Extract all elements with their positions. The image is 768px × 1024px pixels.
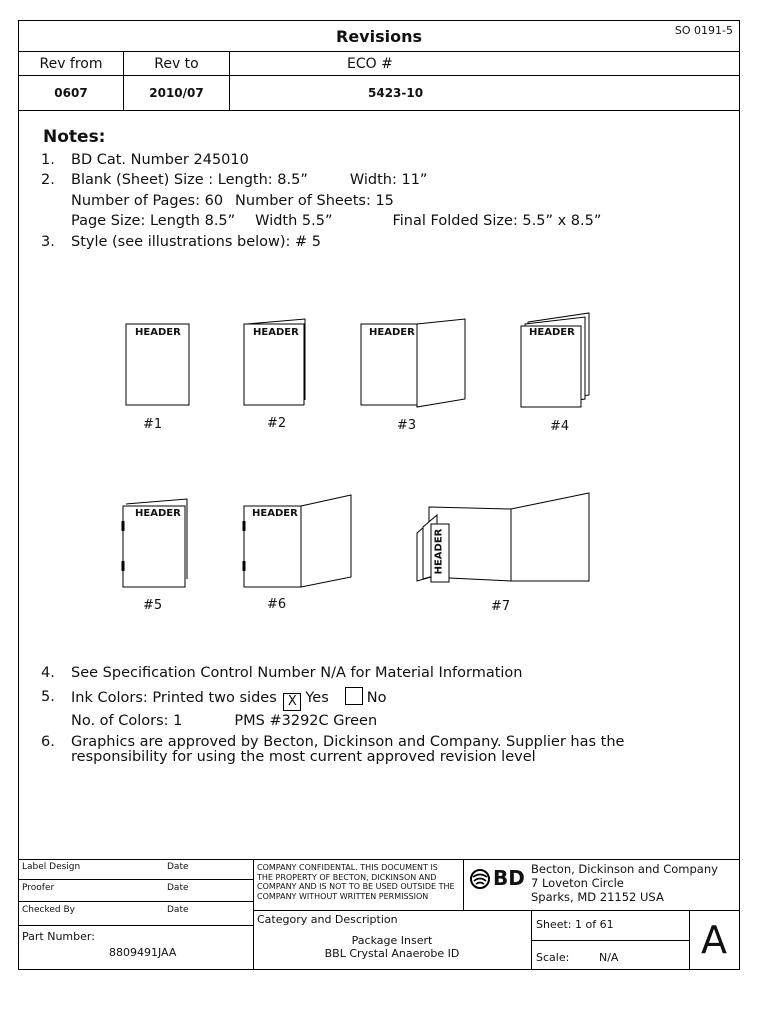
part-number-cell: Part Number: 8809491JAA bbox=[22, 930, 177, 959]
style-4-header-label: HEADER bbox=[529, 327, 575, 338]
style-4-label: #4 bbox=[550, 419, 570, 434]
revision-letter: A bbox=[701, 918, 727, 962]
confidential-notice: COMPANY CONFIDENTAL. THIS DOCUMENT IS THE PROPERTY OF BECTON, DICKINSON AND COMPANY AND IS NOT TO BE USED OUTSIDE THE COMPANY WITHOUT WRITTEN PERMISSION bbox=[257, 863, 455, 901]
bd-logo: BD bbox=[467, 864, 531, 896]
scale-value: N/A bbox=[599, 951, 619, 964]
so-number: SO 0191-5 bbox=[674, 24, 733, 37]
scale-label: Scale: bbox=[536, 951, 570, 964]
title-block bbox=[19, 859, 739, 970]
note-2: 2. Blank (Sheet) Size : Length: 8.5” Width: 11” bbox=[41, 172, 428, 188]
style-3-label: #3 bbox=[397, 418, 417, 433]
note-6-line2: responsibility for using the most current approved revision level bbox=[71, 749, 536, 765]
style-2-header-label: HEADER bbox=[253, 327, 299, 338]
company-address: Becton, Dickinson and Company 7 Loveton Circle Sparks, MD 21152 USA bbox=[531, 862, 718, 904]
bd-sun-icon bbox=[469, 868, 491, 890]
no-label: No bbox=[366, 690, 387, 706]
revisions-title: Revisions bbox=[336, 26, 422, 46]
note-2-page-size: Page Size: Length 8.5” Width 5.5” Final Folded Size: 5.5” x 8.5” bbox=[71, 213, 602, 229]
note-2-pages: Number of Pages: 60 Number of Sheets: 15 bbox=[71, 192, 394, 209]
style-2-label: #2 bbox=[267, 416, 287, 431]
style-5-label: #5 bbox=[143, 598, 163, 613]
value-rev-from: 0607 bbox=[54, 86, 88, 100]
proofer-row: Proofer Date bbox=[19, 880, 253, 902]
style-7-label: #7 bbox=[491, 599, 511, 614]
no-checkbox[interactable] bbox=[345, 687, 363, 705]
style-7-header-label: HEADER bbox=[433, 528, 445, 575]
note-5-colors: No. of Colors: 1 PMS #3292C Green bbox=[71, 713, 378, 729]
value-rev-to: 2010/07 bbox=[123, 76, 229, 110]
label-design-row: Label Design Date bbox=[19, 860, 253, 880]
style-1-label: #1 bbox=[143, 417, 163, 432]
value-eco: 5423-10 bbox=[229, 76, 739, 110]
part-number: 8809491JAA bbox=[109, 946, 177, 959]
description: Package Insert BBL Crystal Anaerobe ID bbox=[324, 934, 460, 960]
header-eco: ECO # bbox=[229, 52, 739, 75]
style-1-header-label: HEADER bbox=[135, 327, 181, 338]
yes-checkbox[interactable]: X bbox=[283, 693, 301, 711]
checked-by-row: Checked By Date bbox=[19, 902, 253, 926]
header-rev-from: Rev from bbox=[39, 55, 103, 72]
note-5: 5. Ink Colors: Printed two sides X Yes No bbox=[41, 689, 387, 709]
document-frame bbox=[18, 20, 740, 970]
style-3-header-label: HEADER bbox=[369, 327, 415, 338]
style-6-label: #6 bbox=[267, 597, 287, 612]
header-rev-to: Rev to bbox=[123, 52, 229, 75]
style-6-header-label: HEADER bbox=[252, 508, 298, 519]
note-6: 6. Graphics are approved by Becton, Dickinson and Company. Supplier has the bbox=[41, 734, 625, 750]
note-1: 1. BD Cat. Number 245010 bbox=[41, 151, 249, 168]
notes-title: Notes: bbox=[43, 127, 106, 147]
category-label: Category and Description bbox=[257, 913, 398, 926]
note-4: 4. See Specification Control Number N/A for Material Information bbox=[41, 665, 523, 681]
style-5-header-label: HEADER bbox=[135, 508, 181, 519]
note-3: 3. Style (see illustrations below): # 5 bbox=[41, 233, 322, 250]
lower-notes-section bbox=[41, 663, 731, 765]
yes-label: Yes bbox=[305, 690, 329, 706]
sheet-number: Sheet: 1 of 61 bbox=[536, 918, 614, 931]
